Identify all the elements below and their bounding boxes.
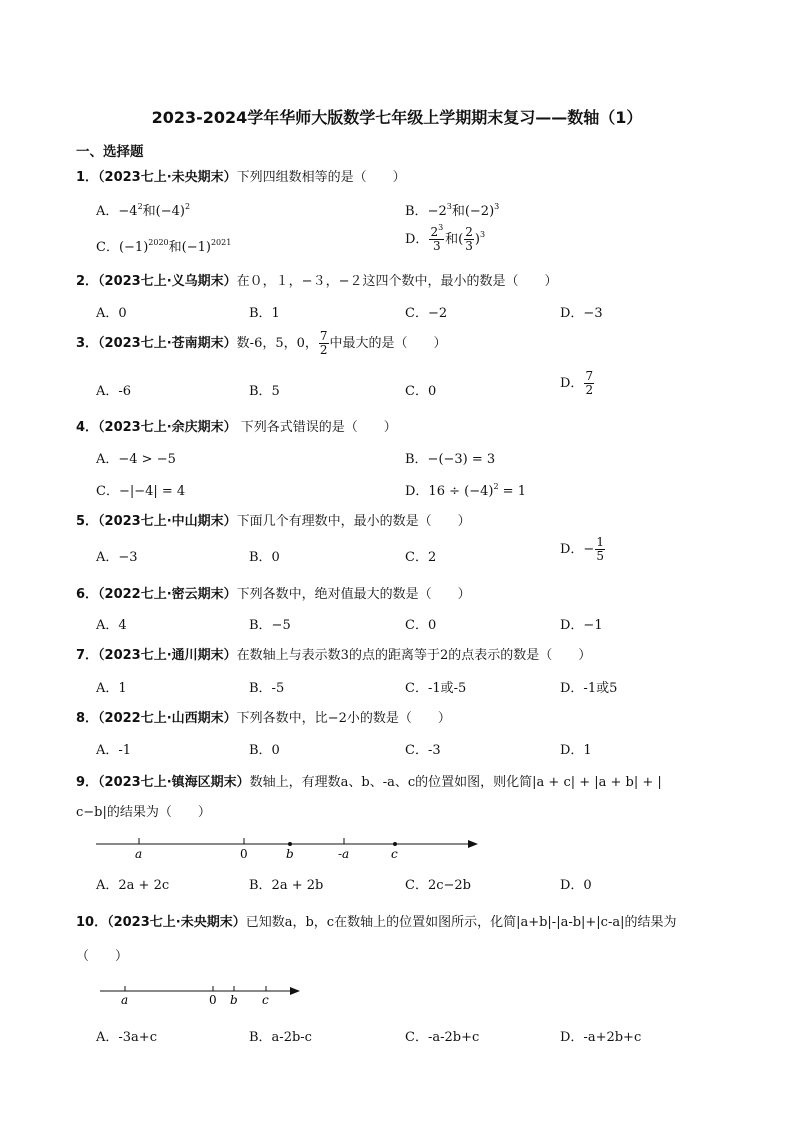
option-d: D．1 [560, 743, 592, 758]
option-b: B．−5 [249, 618, 291, 633]
question-10-continued: （ ） [76, 949, 129, 964]
axis-label-a: a [121, 993, 129, 1007]
question-4: 4．（2023七上·余庆期末） 下列各式错误的是（ ） [76, 420, 397, 435]
option-c: C．−|−4| = 4 [96, 484, 186, 499]
axis-label-a: a [135, 847, 143, 861]
option-a: A．-6 [96, 384, 132, 399]
question-9: 9．（2023七上·镇海区期末）数轴上，有理数a、b、-a、c的位置如图，则化简|a + c| + |a + b| + | [76, 775, 662, 790]
option-c: C．-a-2b+c [405, 1030, 480, 1045]
axis-label-zero: 0 [209, 993, 217, 1007]
question-6: 6．（2022七上·密云期末）下列各数中，绝对值最大的数是（ ） [76, 587, 471, 602]
question-7: 7．（2023七上·通川期末）在数轴上与表示数3的点的距离等于2的点表示的数是（ ） [76, 648, 592, 663]
option-b: B．1 [249, 306, 280, 321]
option-b: B．5 [249, 384, 280, 399]
option-a: A．−4 > −5 [96, 452, 176, 467]
question-number: 1． [76, 170, 99, 185]
option-b: B．0 [249, 550, 280, 565]
option-c: C．0 [405, 384, 437, 399]
axis-label-c: c [391, 847, 398, 861]
option-c: C．$(-1)^{2020}$和$(-1)^{2021}$ [96, 238, 232, 255]
axis-label-b: b [286, 847, 294, 861]
question-9-continued: c−b|的结果为（ ） [76, 805, 211, 820]
option-d: D．$16 \div (-4)^2 = 1$ [405, 482, 526, 499]
question-3: 3．（2023七上·苍南期末）数-6，5，0， $\frac{7}{2}$ 中最大的是（ ） [76, 329, 447, 357]
option-b: B．0 [249, 743, 280, 758]
option-a: A．$-4^2$和$(-4)^2$ [96, 202, 191, 219]
section-heading: 一、选择题 [76, 144, 144, 160]
option-a: A．4 [96, 618, 127, 633]
option-d: D．0 [560, 878, 592, 893]
option-d: D．-1或5 [560, 681, 618, 696]
axis-label-b: b [230, 993, 238, 1007]
question-stem: 下列四组数相等的是（ ） [236, 170, 406, 185]
option-d: D． $\frac{7}{2}$ [560, 369, 594, 397]
option-c: C．-3 [405, 743, 441, 758]
option-b: B．$-2^3$和$(-2)^3$ [405, 202, 500, 219]
question-2: 2．（2023七上·义乌期末）在０，１，−３，−２这四个数中，最小的数是（ ） [76, 274, 558, 289]
question-10: 10．（2023七上·未央期末）已知数a，b，c在数轴上的位置如图所示，化简|a+b|-|a-b|+|c-a|的结果为 [76, 915, 677, 930]
axis-label-neg-a: -a [338, 847, 350, 861]
option-c: C．0 [405, 618, 437, 633]
option-c: C．2 [405, 550, 437, 565]
option-d: D．−1 [560, 618, 603, 633]
option-a: A．2a + 2c [96, 878, 170, 893]
option-a: A．0 [96, 306, 127, 321]
question-8: 8．（2022七上·山西期末）下列各数中，比−2小的数是（ ） [76, 711, 451, 726]
question-5: 5．（2023七上·中山期末）下面几个有理数中，最小的数是（ ） [76, 514, 471, 529]
option-a: A．-3a+c [96, 1030, 157, 1045]
question-1 [76, 166, 406, 185]
option-b: B．-5 [249, 681, 285, 696]
option-a: A．-1 [96, 743, 132, 758]
number-line-9 [90, 830, 490, 862]
axis-label-zero: 0 [240, 847, 248, 861]
number-line-10 [94, 978, 314, 1008]
option-d: D． $\frac{2^3}{3}$ 和( $\frac{2}{3}$ )$^3$ [405, 223, 486, 253]
option-a: A．1 [96, 681, 127, 696]
axis-label-c: c [262, 993, 269, 1007]
option-b: B．−(−3) = 3 [405, 452, 496, 467]
option-c: C．2c−2b [405, 878, 471, 893]
option-d: D．-a+2b+c [560, 1030, 642, 1045]
option-b: B．2a + 2b [249, 878, 324, 893]
page-title: 2023-2024学年华师大版数学七年级上学期期末复习——数轴（1） [151, 108, 643, 127]
option-a: A．−3 [96, 550, 138, 565]
option-d: D．−3 [560, 306, 603, 321]
option-b: B．a-2b-c [249, 1030, 312, 1045]
option-c: C．−2 [405, 306, 448, 321]
option-c: C．-1或-5 [405, 681, 467, 696]
option-d: D．− $\frac{1}{5}$ [560, 535, 604, 563]
question-source: （2023七上·未央期末） [98, 170, 237, 185]
